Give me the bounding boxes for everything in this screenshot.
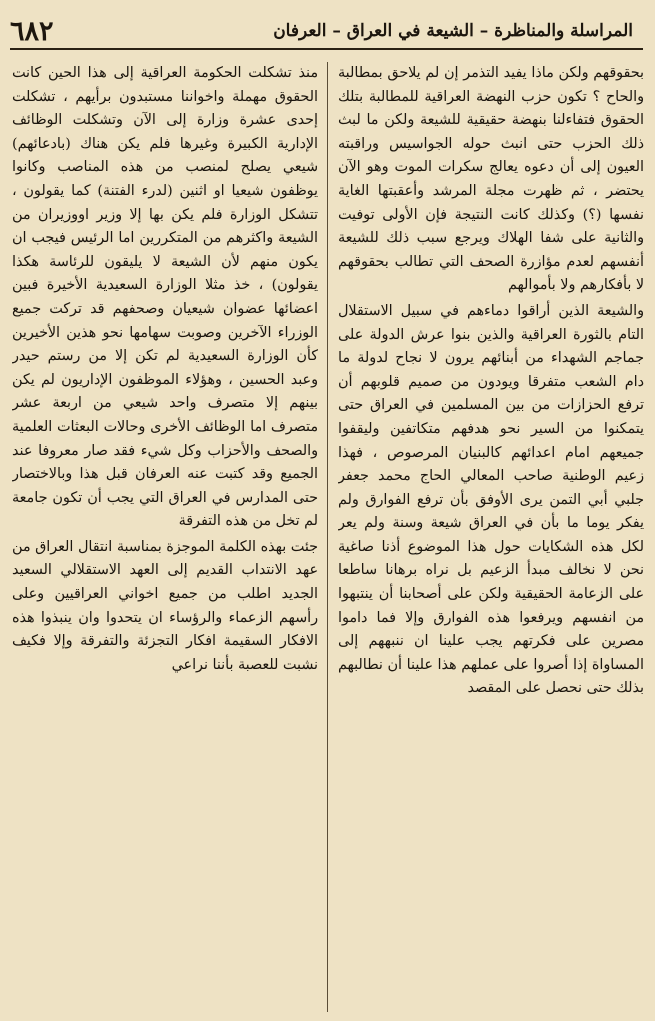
left-column: [12, 62, 318, 1012]
page-number: ٦٨٢: [10, 15, 54, 47]
page-header: [10, 14, 643, 50]
right-column-paragraph-2: والشيعة الذين أراقوا دماءهم في سبيل الاستقلال التام بالثورة العراقية والذين بنوا عرش الدولة على جماجم الشهداء من أبنائهم يرون لا نجاح لدولة ما دام الشعب متفرقا ويودون من صميم قلوبهم أن ترفع الحزازات من بين المسلمين في العراق حتى يتمكنوا من السير نحو هدفهم متكاتفين وليقفوا جميعهم امام اعدائهم كالبنيان المرصوص ، فهذا زعيم الوطنية صاحب المعالي الحاج محمد جعفر جلبي أبي التمن يرى الأوفق بأن ترفع الفوارق ولم يفكر يوما ما بأن في العراق شيعة وسنة ولم يعر لكل هذه الشكايات حول هذا الموضوع أذنا صاغية نحن لا نخالف مبدأ الزعيم بل نراه برهانا ساطعا على الزعامة الحقيقية ولكن على أصحابنا أن ينتبهوا من انفسهم ويرفعوا هذه الفوارق وإلا فما داموا مصرين على فكرتهم يجب علينا ان ننبههم إلى المساواة إذا أصروا على عملهم هذا علينا أن نطالبهم بذلك حتى نحصل على المقصد: [338, 302, 644, 697]
column-divider: [327, 62, 328, 1012]
left-column-paragraph-2: جئت بهذه الكلمة الموجزة بمناسبة انتقال العراق من عهد الانتداب القديم إلى العهد الاستقلالي السعيد الجديد اطلب من جميع اخواني العراقيين وعلى رأسهم الزعماء والرؤساء ان يتحدوا وان ينبذوا هذه الافكار السقيمة افكار التجزئة والتفرقة وإلا فكيف نشبت للعصبة بأننا نراعي: [12, 538, 318, 673]
running-title: المراسلة والمناظرة – الشيعة في العراق – العرفان: [273, 21, 633, 41]
left-column-paragraph-1: منذ تشكلت الحكومة العراقية إلى هذا الحين كانت الحقوق مهملة واخواننا مستبدون برأيهم ، تشكلت إحدى عشرة وزارة إلى الآن وتشكلت الوظائف الإدارية الكبيرة وغيرها فلم يكن هناك (بادعائهم) شيعي يصلح لمنصب من هذه المناصب وكانوا يوظفون شيعيا او اثنين (لدرء الفتنة) كما يقولون ، تتشكل الوزارة فلم يكن بها إلا وزير اووزيران من الشيعة واكثرهم من المتكررين اما الرئيس فيجب ان يكون منهم لأن الشيعة لا يليقون للرئاسة هكذا يقولون) ، خذ مثلا الوزارة السعيدية الأخيرة فبين اعضائها عضوان شيعيان وصحفهم قد تركت جميع الوزراء الآخرين وصوبت سهامها نحو هذين الأخيرين كأن الوزارة السعيدية لم تكن إلا من رستم حيدر وعبد الحسين ، وهؤلاء الموظفون الإداريون لم يكن بينهم إلا متصرف واحد شيعي من اربعة عشر متصرف اما الوظائف الأخرى وحالات البعثات العلمية والصحف والأحزاب وكل شيء فقد صار معروفا عند الجميع وقد كتبت عنه العرفان قبل هذا وبالاختصار حتى المدارس في العراق التي يجب أن تكون جامعة لم تخل من هذه التفرقة: [12, 65, 318, 530]
right-column: [338, 62, 644, 1012]
right-column-paragraph-1: بحقوقهم ولكن ماذا يفيد التذمر إن لم يلاحق بمطالبة والحاح ؟ تكون حزب النهضة العراقية للمطالبة بتلك الحقوق فتفاءلنا بنهضة حقيقية للشيعة ولكن ما لبث ذلك الحزب حتى انبث حوله الجواسيس وراقبته العيون إلى أن دعوه يعالج سكرات الموت وهو الآن يحتضر ، ثم ظهرت مجلة المرشد وأعقبتها الغاية نفسها (؟) وكذلك كانت النتيجة فإن الأولى توفيت والثانية على شفا الهلاك ويرجع سبب ذلك للشيعة أنفسهم لعدم مؤازرة الصحف التي تطالب بحقوقهم لا بأفكارهم ولا بأموالهم: [338, 65, 644, 294]
